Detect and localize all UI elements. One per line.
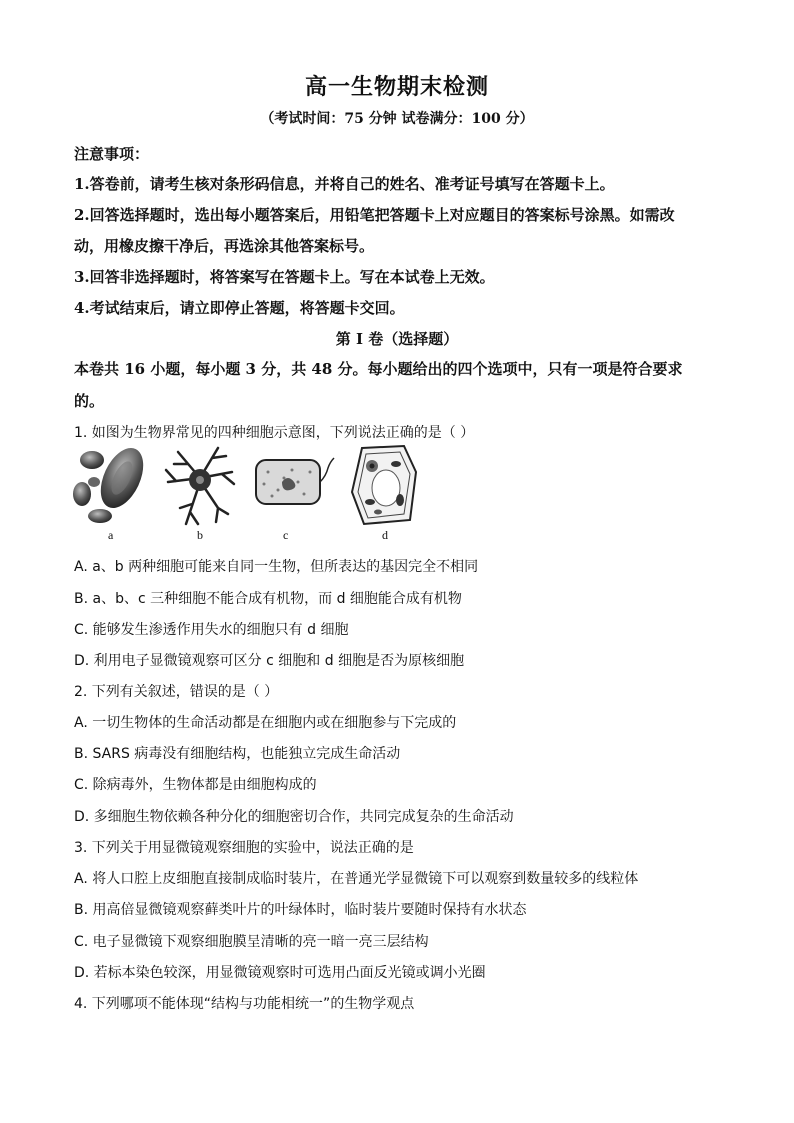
section-intro: 本卷共 16 小题，每小题 3 分，共 48 分。每小题给出的四个选项中，只有一项是符合要求	[74, 360, 683, 378]
figure-label-b: b	[197, 528, 203, 542]
notice-item-1: 1.答卷前，请考生核对条形码信息，并将自己的姓名、准考证号填写在答题卡上。	[74, 175, 615, 193]
figure-label-c: c	[283, 528, 289, 542]
exam-info: （考试时间：75 分钟 试卷满分：100 分）	[260, 111, 534, 127]
question-2-option-b: B. SARS 病毒没有细胞结构，也能独立完成生命活动	[74, 746, 401, 762]
question-2-option-a: A. 一切生物体的生命活动都是在细胞内或在细胞参与下完成的	[74, 715, 457, 731]
question-1-option-c: C. 能够发生渗透作用失水的细胞只有 d 细胞	[74, 622, 349, 638]
question-1-option-b: B. a、b、c 三种细胞不能合成有机物，而 d 细胞能合成有机物	[74, 591, 462, 607]
section-intro-cont: 的。	[74, 392, 105, 410]
question-3-option-b: B. 用高倍显微镜观察藓类叶片的叶绿体时，临时装片要随时保持有水状态	[74, 902, 527, 918]
notice-item-2-cont: 动，用橡皮擦干净后，再选涂其他答案标号。	[74, 237, 375, 255]
bacterium-image	[252, 442, 338, 526]
question-4-stem: 4. 下列哪项不能体现“结构与功能相统一”的生物学观点	[74, 996, 415, 1012]
notice-item-4: 4.考试结束后，请立即停止答题，将答题卡交回。	[74, 299, 405, 317]
plant-cell-image	[348, 442, 420, 528]
page-title: 高一生物期末检测	[304, 74, 489, 100]
notice-heading: 注意事项：	[74, 145, 150, 163]
question-2-option-d: D. 多细胞生物依赖各种分化的细胞密切合作，共同完成复杂的生命活动	[74, 809, 514, 825]
notice-item-3: 3.回答非选择题时，将答案写在答题卡上。写在本试卷上无效。	[74, 268, 495, 286]
question-3-option-d: D. 若标本染色较深，用显微镜观察时可选用凸面反光镜或调小光圈	[74, 965, 486, 981]
question-3-stem: 3. 下列关于用显微镜观察细胞的实验中，说法正确的是	[74, 840, 414, 856]
figure-label-d: d	[382, 528, 388, 542]
question-3-option-c: C. 电子显微镜下观察细胞膜呈清晰的亮一暗一亮三层结构	[74, 934, 429, 950]
question-3-option-a: A. 将人口腔上皮细胞直接制成临时装片，在普通光学显微镜下可以观察到数量较多的线粒体	[74, 871, 639, 887]
notice-item-2: 2.回答选择题时，选出每小题答案后，用铅笔把答题卡上对应题目的答案标号涂黑。如需改	[74, 206, 675, 224]
cell-figures	[70, 442, 430, 546]
question-1-option-d: D. 利用电子显微镜观察可区分 c 细胞和 d 细胞是否为原核细胞	[74, 653, 465, 669]
red-blood-cell-image	[70, 442, 150, 526]
section-title: 第 I 卷（选择题）	[335, 330, 459, 348]
figure-label-a: a	[108, 528, 114, 542]
neuron-image	[160, 442, 240, 526]
question-2-option-c: C. 除病毒外，生物体都是由细胞构成的	[74, 777, 317, 793]
question-1-option-a: A. a、b 两种细胞可能来自同一生物，但所表达的基因完全不相同	[74, 559, 479, 575]
question-1-stem: 1. 如图为生物界常见的四种细胞示意图，下列说法正确的是（ ）	[74, 425, 475, 441]
question-2-stem: 2. 下列有关叙述，错误的是（ ）	[74, 684, 279, 700]
